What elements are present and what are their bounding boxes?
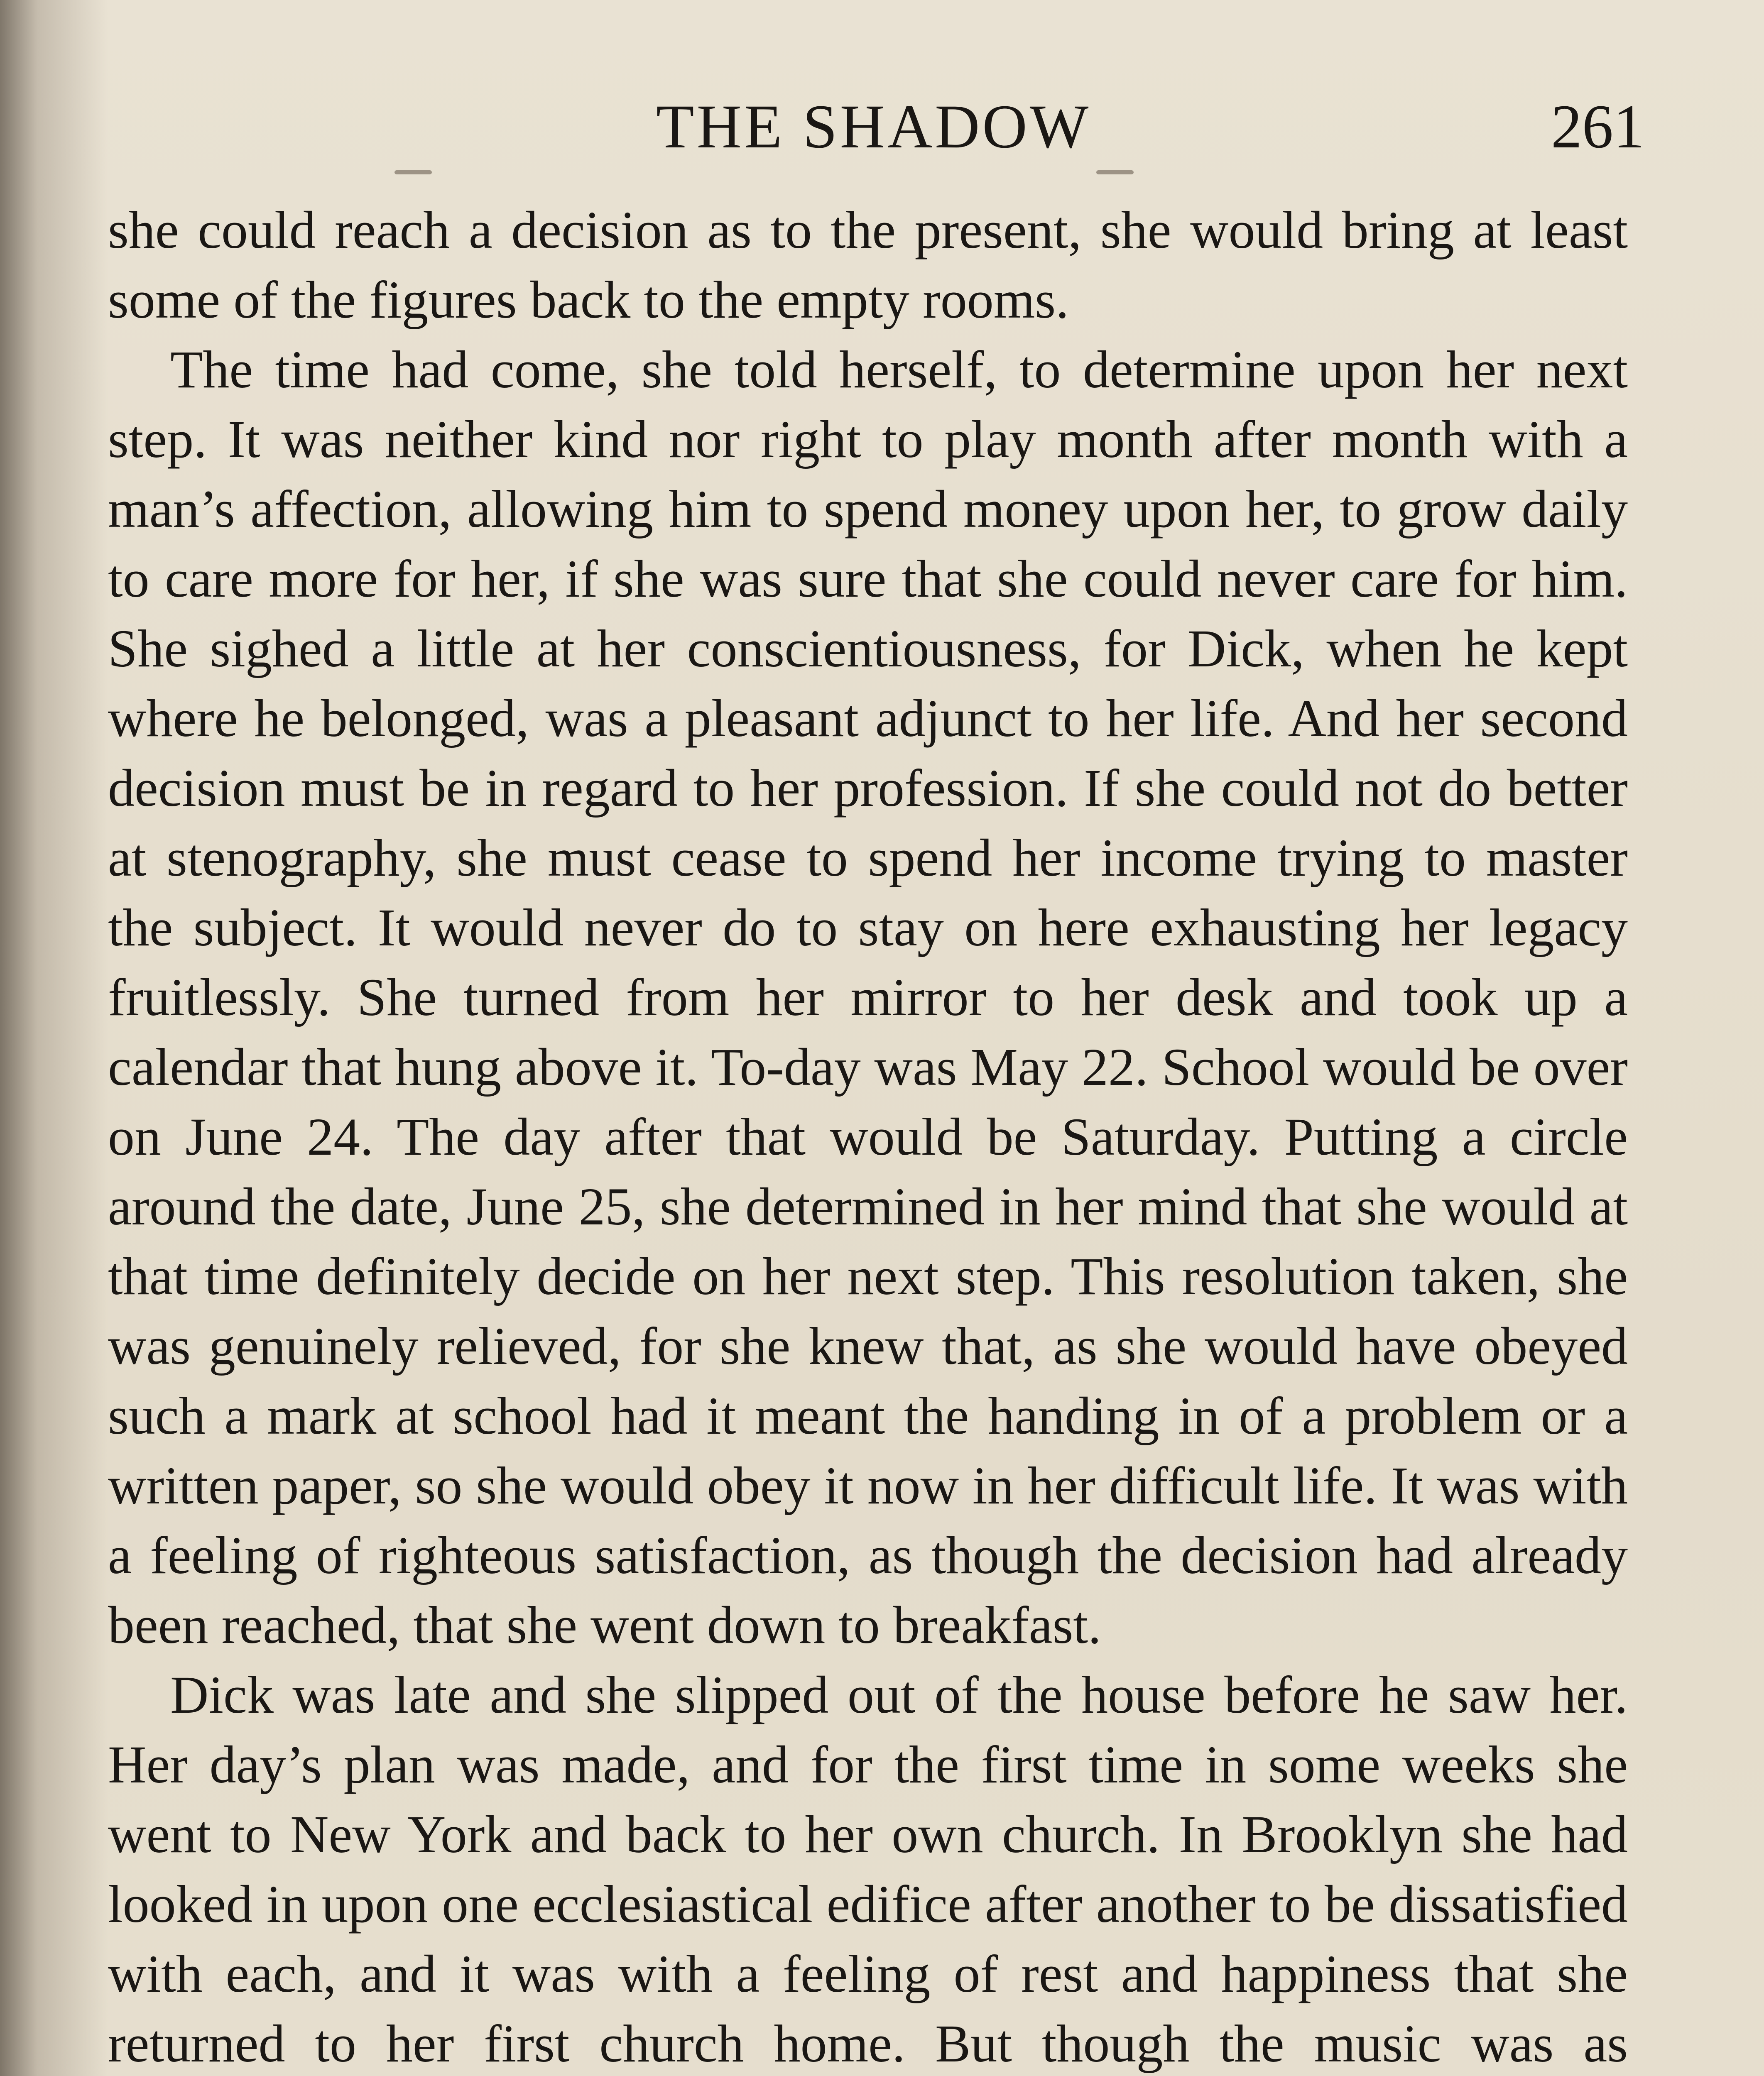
body-text [108,195,1628,2076]
paragraph-2: The time had come, she told herself, to determine upon her next step. It was neither kind nor right to play month after month with a man’s affection, allowing him to spend money upon her, to grow daily to care more for her, if she was sure that she could never care for him. She sighed a little at her conscientiousness, for Dick, when he kept where he belonged, was a pleasant adjunct to her life. And her second decision must be in regard to her profession. If she could not do better at stenography, she must cease to spend her income trying to master the subject. It would never do to stay on here exhausting her legacy fruitlessly. She turned from her mirror to her desk and took up a calendar that hung above it. To-day was May 22. School would be over on June 24. The day after that would be Saturday. Putting a circle around the date, June 25, she determined in her mind that she would at that time definitely decide on her next step. This resolution taken, she was genuinely relieved, for she knew that, as she would have obeyed such a mark at school had it meant the handing in of a problem or a written paper, so she would obey it now in her difficult life. It was with a feeling of righteous satisfaction, as though the decision had already been reached, that she went down to breakfast. [108,340,1628,1655]
header-ornament-left [394,170,432,174]
header-ornament-right [1096,170,1134,174]
page-number: 261 [1551,92,1644,161]
running-title: THE SHADOW [656,92,1091,161]
paragraph-3: Dick was late and she slipped out of the house before he saw her. Her day’s plan was made, and for the first time in some weeks she went to New York and back to her own church. In Brooklyn she had looked in upon one ecclesiastical edifice after another to be dissatisfied with each, and it was with a feeling of rest and happiness that she returned to her first church home. But though the music was as [108,1665,1628,2073]
paragraph-1: she could reach a decision as to the present, she would bring at least some of the figures back to the empty rooms. [108,201,1628,329]
running-header [108,87,1644,166]
